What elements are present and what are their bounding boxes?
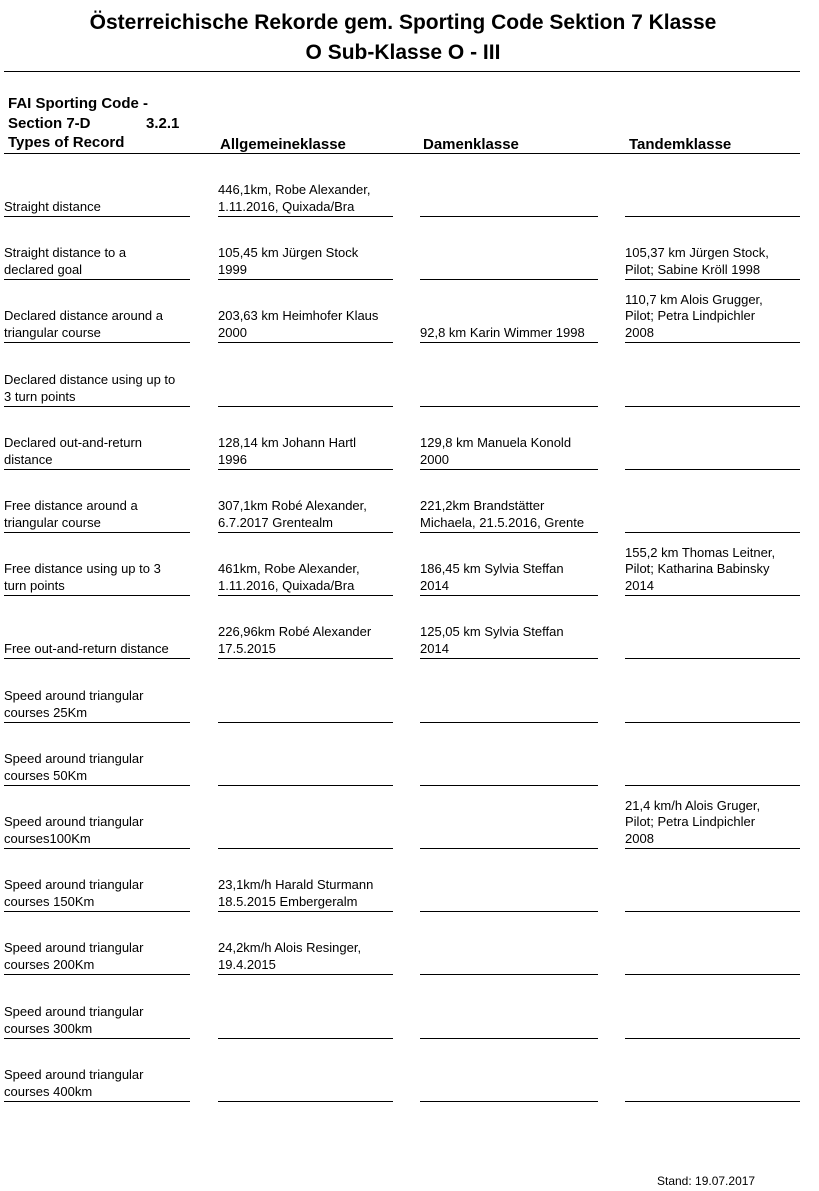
general-class-text: 1996	[218, 451, 247, 467]
women-class-cell	[420, 165, 598, 217]
tandem-class-header: Tandemklasse	[629, 136, 732, 153]
tandem-class-cell	[625, 860, 800, 912]
record-type-text: Free out-and-return distance	[4, 640, 169, 656]
general-class-text: 203,63 km Heimhofer Klaus	[218, 308, 379, 323]
record-type-text: courses 50Km	[4, 767, 88, 783]
record-type-text: Speed around triangular	[4, 877, 144, 892]
general-class-text: 461km, Robe Alexander,	[218, 561, 360, 576]
general-class-text: 105,45 km Jürgen Stock	[218, 245, 359, 260]
general-class-header: Allgemeineklasse	[220, 136, 346, 153]
general-class-text: 24,2km/h Alois Resinger,	[218, 940, 362, 955]
record-type-cell	[4, 355, 190, 407]
general-class-cell	[218, 607, 393, 659]
record-type-text: 3 turn points	[4, 388, 76, 404]
women-class-cell	[420, 544, 598, 596]
record-type-cell	[4, 671, 190, 723]
record-type-text: Declared distance around a	[4, 308, 163, 323]
record-type-text: declared goal	[4, 261, 83, 277]
women-class-cell	[420, 418, 598, 470]
general-class-cell	[218, 734, 393, 786]
tandem-class-cell	[625, 228, 800, 280]
general-class-cell	[218, 923, 393, 975]
record-type-text: Straight distance to a	[4, 245, 127, 260]
women-class-cell	[420, 291, 598, 343]
women-class-cell	[420, 797, 598, 849]
record-type-text: triangular course	[4, 514, 101, 530]
record-type-text: Speed around triangular	[4, 814, 144, 829]
general-class-cell	[218, 797, 393, 849]
general-class-text: 18.5.2015 Embergeralm	[218, 893, 358, 909]
tandem-class-cell	[625, 1050, 800, 1102]
women-class-text: 92,8 km Karin Wimmer 1998	[420, 324, 585, 340]
record-type-cell	[4, 860, 190, 912]
record-type-cell	[4, 165, 190, 217]
women-class-cell	[420, 734, 598, 786]
record-type-cell	[4, 418, 190, 470]
record-type-text: Declared out-and-return	[4, 435, 143, 450]
tandem-class-text: Pilot; Petra Lindpichler	[625, 308, 756, 323]
women-class-cell	[420, 355, 598, 407]
women-class-text: Michaela, 21.5.2016, Grente	[420, 514, 585, 530]
general-class-text: 128,14 km Johann Hartl	[218, 435, 357, 450]
record-type-text: Speed around triangular	[4, 688, 144, 703]
status-date: Stand: 19.07.2017	[657, 1174, 756, 1188]
general-class-cell	[218, 481, 393, 533]
tandem-class-cell	[625, 607, 800, 659]
code-label-line1: FAI Sporting Code -	[8, 95, 148, 112]
tandem-class-text: Pilot; Katharina Babinsky	[625, 561, 770, 576]
record-type-cell	[4, 228, 190, 280]
general-class-text: 2000	[218, 324, 247, 340]
general-class-cell	[218, 671, 393, 723]
record-type-text: courses 200Km	[4, 956, 95, 972]
tandem-class-text: 110,7 km Alois Grugger,	[625, 291, 763, 307]
women-class-cell	[420, 228, 598, 280]
general-class-text: 19.4.2015	[218, 956, 276, 972]
general-class-text: 307,1km Robé Alexander,	[218, 498, 367, 513]
record-type-cell	[4, 797, 190, 849]
tandem-class-text: 2008	[625, 324, 654, 340]
record-type-text: Declared distance using up to	[4, 372, 176, 387]
general-class-cell	[218, 544, 393, 596]
record-type-text: Speed around triangular	[4, 940, 144, 955]
record-type-text: turn points	[4, 577, 65, 593]
general-class-cell	[218, 228, 393, 280]
record-type-cell	[4, 1050, 190, 1102]
women-class-cell	[420, 607, 598, 659]
code-label-line2: Section 7-D	[8, 115, 91, 132]
general-class-cell	[218, 291, 393, 343]
types-header: Types of Record	[8, 134, 125, 151]
general-class-text: 1999	[218, 261, 247, 277]
tandem-class-cell	[625, 671, 800, 723]
women-class-text: 129,8 km Manuela Konold	[420, 435, 572, 450]
general-class-text: 1.11.2016, Quixada/Bra	[218, 198, 355, 214]
record-type-text: Straight distance	[4, 198, 101, 214]
record-type-cell	[4, 734, 190, 786]
women-class-cell	[420, 923, 598, 975]
record-type-text: courses 150Km	[4, 893, 95, 909]
record-type-text: courses 400km	[4, 1083, 93, 1099]
tandem-class-cell	[625, 987, 800, 1039]
tandem-class-text: 21,4 km/h Alois Gruger,	[625, 797, 761, 813]
tandem-class-text: Pilot; Sabine Kröll 1998	[625, 261, 761, 277]
record-type-text: Free distance using up to 3	[4, 561, 161, 576]
general-class-text: 226,96km Robé Alexander	[218, 624, 372, 639]
general-class-cell	[218, 355, 393, 407]
women-class-text: 2000	[420, 451, 449, 467]
header-divider	[4, 153, 800, 154]
record-type-text: Speed around triangular	[4, 1004, 144, 1019]
general-class-cell	[218, 165, 393, 217]
record-type-text: courses 25Km	[4, 704, 88, 720]
tandem-class-cell	[625, 355, 800, 407]
general-class-text: 17.5.2015	[218, 640, 276, 656]
record-type-text: triangular course	[4, 324, 101, 340]
women-class-text: 2014	[420, 577, 449, 593]
record-type-cell	[4, 481, 190, 533]
women-class-cell	[420, 481, 598, 533]
tandem-class-text: 2014	[625, 577, 654, 593]
page-title: Österreichische Rekorde gem. Sporting Code Sektion 7 Klasse	[89, 11, 717, 34]
tandem-class-cell	[625, 165, 800, 217]
record-type-cell	[4, 923, 190, 975]
tandem-class-cell	[625, 734, 800, 786]
general-class-cell	[218, 987, 393, 1039]
tandem-class-cell	[625, 797, 800, 849]
tandem-class-cell	[625, 544, 800, 596]
women-class-text: 221,2km Brandstätter	[420, 498, 545, 513]
tandem-class-cell	[625, 923, 800, 975]
record-type-cell	[4, 607, 190, 659]
record-type-cell	[4, 291, 190, 343]
tandem-class-text: 2008	[625, 830, 654, 846]
record-type-text: courses100Km	[4, 830, 91, 846]
tandem-class-cell	[625, 418, 800, 470]
women-class-cell	[420, 860, 598, 912]
tandem-class-text: 155,2 km Thomas Leitner,	[625, 544, 776, 560]
general-class-cell	[218, 860, 393, 912]
general-class-cell	[218, 418, 393, 470]
page-subtitle: O Sub-Klasse O - III	[305, 41, 501, 64]
record-type-text: Speed around triangular	[4, 1067, 144, 1082]
record-type-cell	[4, 544, 190, 596]
tandem-class-text: 105,37 km Jürgen Stock,	[625, 245, 769, 260]
women-class-cell	[420, 987, 598, 1039]
women-class-text: 125,05 km Sylvia Steffan	[420, 624, 564, 639]
women-class-text: 186,45 km Sylvia Steffan	[420, 561, 564, 576]
general-class-text: 1.11.2016, Quixada/Bra	[218, 577, 355, 593]
record-type-text: Speed around triangular	[4, 751, 144, 766]
tandem-class-cell	[625, 481, 800, 533]
code-number: 3.2.1	[146, 115, 180, 132]
record-type-cell	[4, 987, 190, 1039]
tandem-class-cell	[625, 291, 800, 343]
general-class-text: 446,1km, Robe Alexander,	[218, 182, 371, 197]
tandem-class-text: Pilot; Petra Lindpichler	[625, 814, 756, 829]
general-class-text: 23,1km/h Harald Sturmann	[218, 877, 374, 892]
record-type-text: Free distance around a	[4, 498, 138, 513]
title-divider	[4, 71, 800, 72]
record-type-text: courses 300km	[4, 1020, 93, 1036]
general-class-cell	[218, 1050, 393, 1102]
women-class-cell	[420, 671, 598, 723]
general-class-text: 6.7.2017 Grentealm	[218, 514, 333, 530]
record-type-text: distance	[4, 451, 53, 467]
women-class-cell	[420, 1050, 598, 1102]
women-class-header: Damenklasse	[423, 136, 519, 153]
women-class-text: 2014	[420, 640, 449, 656]
